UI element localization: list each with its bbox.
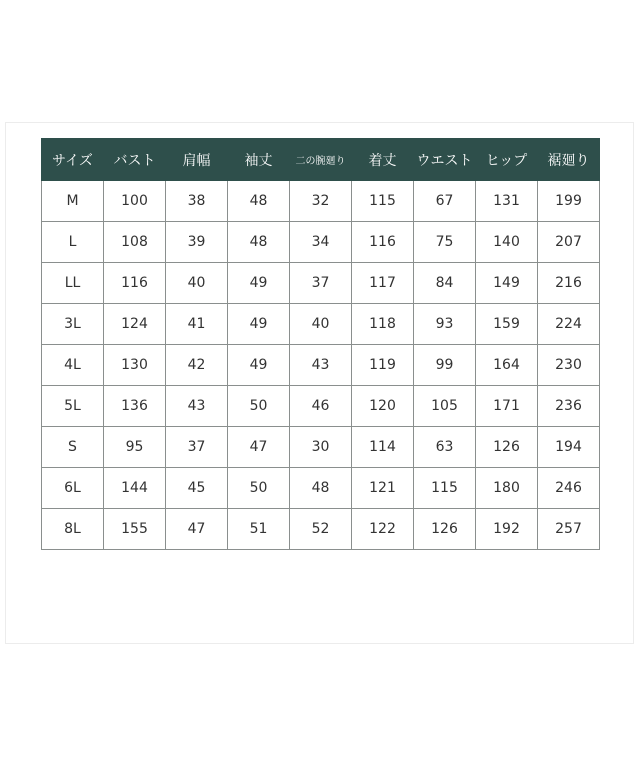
cell-sleeve-length: 49 bbox=[228, 263, 290, 304]
cell-hip: 171 bbox=[476, 386, 538, 427]
cell-sleeve-length: 49 bbox=[228, 304, 290, 345]
cell-hem: 246 bbox=[538, 468, 600, 509]
cell-length: 119 bbox=[352, 345, 414, 386]
cell-hem: 199 bbox=[538, 181, 600, 222]
table-row bbox=[42, 263, 600, 304]
cell-hem: 230 bbox=[538, 345, 600, 386]
cell-waist: 75 bbox=[414, 222, 476, 263]
header-size: サイズ bbox=[42, 139, 104, 181]
cell-hip: 131 bbox=[476, 181, 538, 222]
cell-bust: 144 bbox=[104, 468, 166, 509]
cell-upper-arm: 40 bbox=[290, 304, 352, 345]
table-row bbox=[42, 468, 600, 509]
cell-sleeve-length: 50 bbox=[228, 468, 290, 509]
cell-waist: 67 bbox=[414, 181, 476, 222]
cell-upper-arm: 52 bbox=[290, 509, 352, 550]
cell-length: 122 bbox=[352, 509, 414, 550]
cell-shoulder-width: 41 bbox=[166, 304, 228, 345]
cell-shoulder-width: 39 bbox=[166, 222, 228, 263]
cell-upper-arm: 30 bbox=[290, 427, 352, 468]
cell-length: 114 bbox=[352, 427, 414, 468]
cell-waist: 115 bbox=[414, 468, 476, 509]
cell-size: 5L bbox=[42, 386, 104, 427]
cell-hip: 192 bbox=[476, 509, 538, 550]
cell-hip: 159 bbox=[476, 304, 538, 345]
cell-bust: 108 bbox=[104, 222, 166, 263]
cell-bust: 95 bbox=[104, 427, 166, 468]
size-chart-table bbox=[41, 138, 600, 550]
cell-upper-arm: 32 bbox=[290, 181, 352, 222]
header-bust: バスト bbox=[104, 139, 166, 181]
table-row bbox=[42, 181, 600, 222]
cell-shoulder-width: 37 bbox=[166, 427, 228, 468]
header-waist: ウエスト bbox=[414, 139, 476, 181]
cell-length: 118 bbox=[352, 304, 414, 345]
cell-hem: 224 bbox=[538, 304, 600, 345]
header-shoulder-width: 肩幅 bbox=[166, 139, 228, 181]
cell-length: 121 bbox=[352, 468, 414, 509]
cell-shoulder-width: 43 bbox=[166, 386, 228, 427]
cell-sleeve-length: 48 bbox=[228, 222, 290, 263]
cell-upper-arm: 37 bbox=[290, 263, 352, 304]
cell-shoulder-width: 40 bbox=[166, 263, 228, 304]
cell-sleeve-length: 47 bbox=[228, 427, 290, 468]
cell-hem: 216 bbox=[538, 263, 600, 304]
cell-hem: 194 bbox=[538, 427, 600, 468]
cell-size: 8L bbox=[42, 509, 104, 550]
cell-bust: 100 bbox=[104, 181, 166, 222]
header-length: 着丈 bbox=[352, 139, 414, 181]
cell-size: M bbox=[42, 181, 104, 222]
header-hem: 裾廻り bbox=[538, 139, 600, 181]
header-hip: ヒップ bbox=[476, 139, 538, 181]
cell-shoulder-width: 47 bbox=[166, 509, 228, 550]
cell-sleeve-length: 48 bbox=[228, 181, 290, 222]
cell-sleeve-length: 50 bbox=[228, 386, 290, 427]
header-upper-arm: 二の腕廻り bbox=[290, 139, 352, 181]
table-body bbox=[42, 181, 600, 550]
table-row bbox=[42, 304, 600, 345]
cell-length: 115 bbox=[352, 181, 414, 222]
cell-hem: 236 bbox=[538, 386, 600, 427]
cell-size: LL bbox=[42, 263, 104, 304]
cell-hip: 180 bbox=[476, 468, 538, 509]
cell-upper-arm: 34 bbox=[290, 222, 352, 263]
cell-waist: 93 bbox=[414, 304, 476, 345]
cell-hip: 164 bbox=[476, 345, 538, 386]
cell-waist: 63 bbox=[414, 427, 476, 468]
cell-hem: 257 bbox=[538, 509, 600, 550]
cell-bust: 136 bbox=[104, 386, 166, 427]
cell-bust: 155 bbox=[104, 509, 166, 550]
cell-size: 4L bbox=[42, 345, 104, 386]
cell-size: 6L bbox=[42, 468, 104, 509]
header-row bbox=[42, 139, 600, 181]
cell-bust: 124 bbox=[104, 304, 166, 345]
cell-upper-arm: 46 bbox=[290, 386, 352, 427]
table-row bbox=[42, 222, 600, 263]
cell-waist: 126 bbox=[414, 509, 476, 550]
header-sleeve-length: 袖丈 bbox=[228, 139, 290, 181]
table-row bbox=[42, 345, 600, 386]
cell-sleeve-length: 49 bbox=[228, 345, 290, 386]
cell-shoulder-width: 38 bbox=[166, 181, 228, 222]
cell-size: L bbox=[42, 222, 104, 263]
cell-hip: 149 bbox=[476, 263, 538, 304]
cell-waist: 99 bbox=[414, 345, 476, 386]
cell-upper-arm: 43 bbox=[290, 345, 352, 386]
cell-upper-arm: 48 bbox=[290, 468, 352, 509]
cell-shoulder-width: 45 bbox=[166, 468, 228, 509]
table-row bbox=[42, 427, 600, 468]
cell-sleeve-length: 51 bbox=[228, 509, 290, 550]
table-row bbox=[42, 509, 600, 550]
cell-length: 120 bbox=[352, 386, 414, 427]
cell-waist: 84 bbox=[414, 263, 476, 304]
cell-size: S bbox=[42, 427, 104, 468]
cell-bust: 116 bbox=[104, 263, 166, 304]
cell-hem: 207 bbox=[538, 222, 600, 263]
cell-size: 3L bbox=[42, 304, 104, 345]
cell-waist: 105 bbox=[414, 386, 476, 427]
cell-shoulder-width: 42 bbox=[166, 345, 228, 386]
table-row bbox=[42, 386, 600, 427]
cell-length: 116 bbox=[352, 222, 414, 263]
table-header bbox=[42, 139, 600, 181]
cell-length: 117 bbox=[352, 263, 414, 304]
cell-bust: 130 bbox=[104, 345, 166, 386]
cell-hip: 140 bbox=[476, 222, 538, 263]
cell-hip: 126 bbox=[476, 427, 538, 468]
